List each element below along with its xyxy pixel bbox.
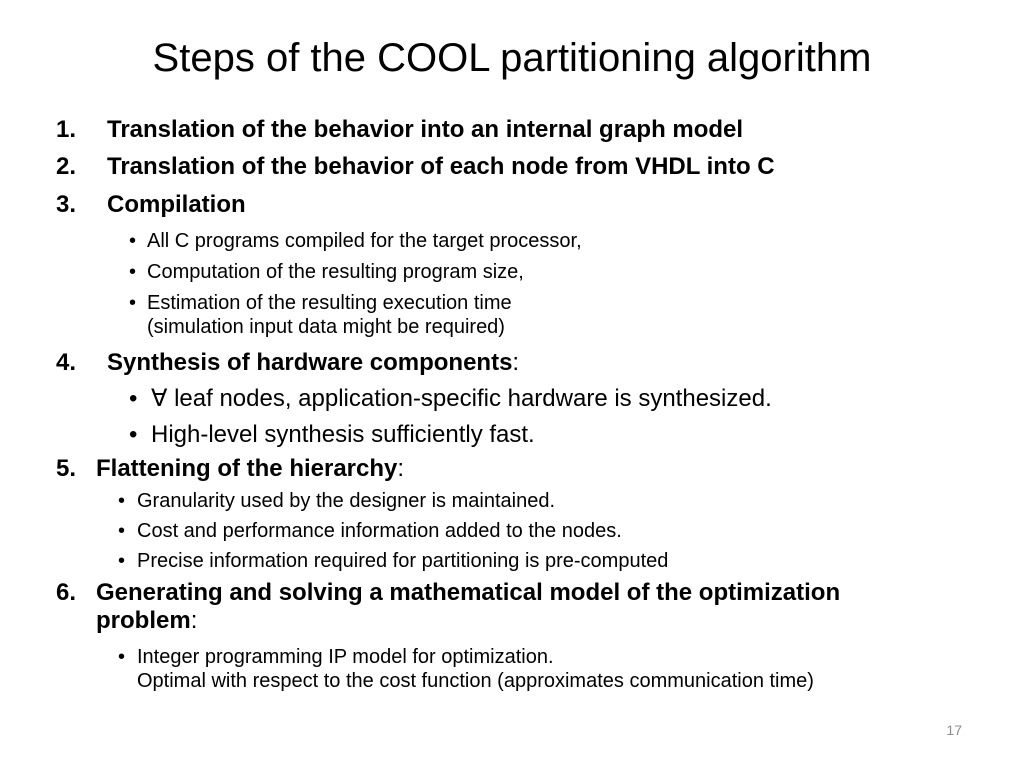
step-number: 2. — [56, 153, 77, 180]
sub-bullet-text: Cost and performance information added to the nodes. — [137, 520, 622, 542]
sub-bullet-text: Optimal with respect to the cost function (approximates communication time) — [137, 670, 814, 692]
slide-content — [56, 112, 1006, 693]
slide-title: Steps of the COOL partitioning algorithm — [152, 36, 872, 80]
step-text: Synthesis of hardware components — [107, 349, 513, 376]
bullet-glyph: • — [129, 261, 137, 283]
step-number: 3. — [56, 191, 77, 218]
sub-bullet — [56, 229, 1006, 253]
sub-bullet — [56, 645, 1006, 669]
bullet-glyph: • — [129, 385, 138, 412]
sub-bullet — [56, 489, 1006, 513]
bullet-glyph: • — [118, 520, 126, 542]
sub-bullet — [56, 519, 1006, 543]
step-6 — [56, 579, 1006, 635]
step-text: Translation of the behavior into an internal graph model — [107, 116, 744, 143]
step-colon: : — [190, 607, 198, 634]
sub-bullet — [56, 260, 1006, 284]
step-text: Translation of the behavior of each node from VHDL into C — [107, 153, 775, 180]
sub-bullet-continuation — [56, 669, 1006, 693]
step-text: Compilation — [107, 191, 246, 218]
step-text: Generating and solving a mathematical model of the optimization — [96, 579, 841, 606]
sub-bullet-text: Precise information required for partitioning is pre-computed — [137, 550, 669, 572]
step-colon: : — [512, 349, 520, 376]
sub-bullet-text: All C programs compiled for the target processor, — [147, 230, 582, 252]
sub-bullet-text: Integer programming IP model for optimization. — [137, 646, 554, 668]
step-4 — [56, 349, 1006, 377]
sub-bullet-continuation — [56, 315, 1006, 339]
step-number: 5. — [56, 455, 77, 482]
bullet-glyph: • — [129, 230, 137, 252]
step-3 — [56, 191, 1006, 219]
sub-bullet — [56, 421, 1006, 449]
bullet-glyph: • — [118, 646, 126, 668]
step-2 — [56, 153, 1006, 181]
bullet-glyph: • — [118, 550, 126, 572]
step-number: 6. — [56, 579, 77, 606]
sub-bullet-text: Estimation of the resulting execution time — [147, 292, 512, 314]
sub-bullet — [56, 291, 1006, 315]
step-text: Flattening of the hierarchy — [96, 455, 398, 482]
sub-bullet-text: (simulation input data might be required) — [147, 316, 505, 338]
step-text-continued: problem — [96, 607, 191, 634]
sub-bullet-text: ∀ leaf nodes, application-specific hardware is synthesized. — [151, 385, 772, 412]
sub-bullet — [56, 385, 1006, 413]
step-colon: : — [397, 455, 405, 482]
bullet-glyph: • — [129, 421, 138, 448]
sub-bullet-text: Computation of the resulting program size, — [147, 261, 524, 283]
step-number: 1. — [56, 116, 77, 143]
sub-bullet-text: Granularity used by the designer is maintained. — [137, 490, 556, 512]
bullet-glyph: • — [129, 292, 137, 314]
page-number: 17 — [946, 722, 962, 738]
sub-bullet-text: High-level synthesis sufficiently fast. — [151, 421, 535, 448]
step-1 — [56, 116, 1006, 144]
sub-bullet — [56, 549, 1006, 573]
step-number: 4. — [56, 349, 77, 376]
bullet-glyph: • — [118, 490, 126, 512]
step-5 — [56, 455, 1006, 483]
